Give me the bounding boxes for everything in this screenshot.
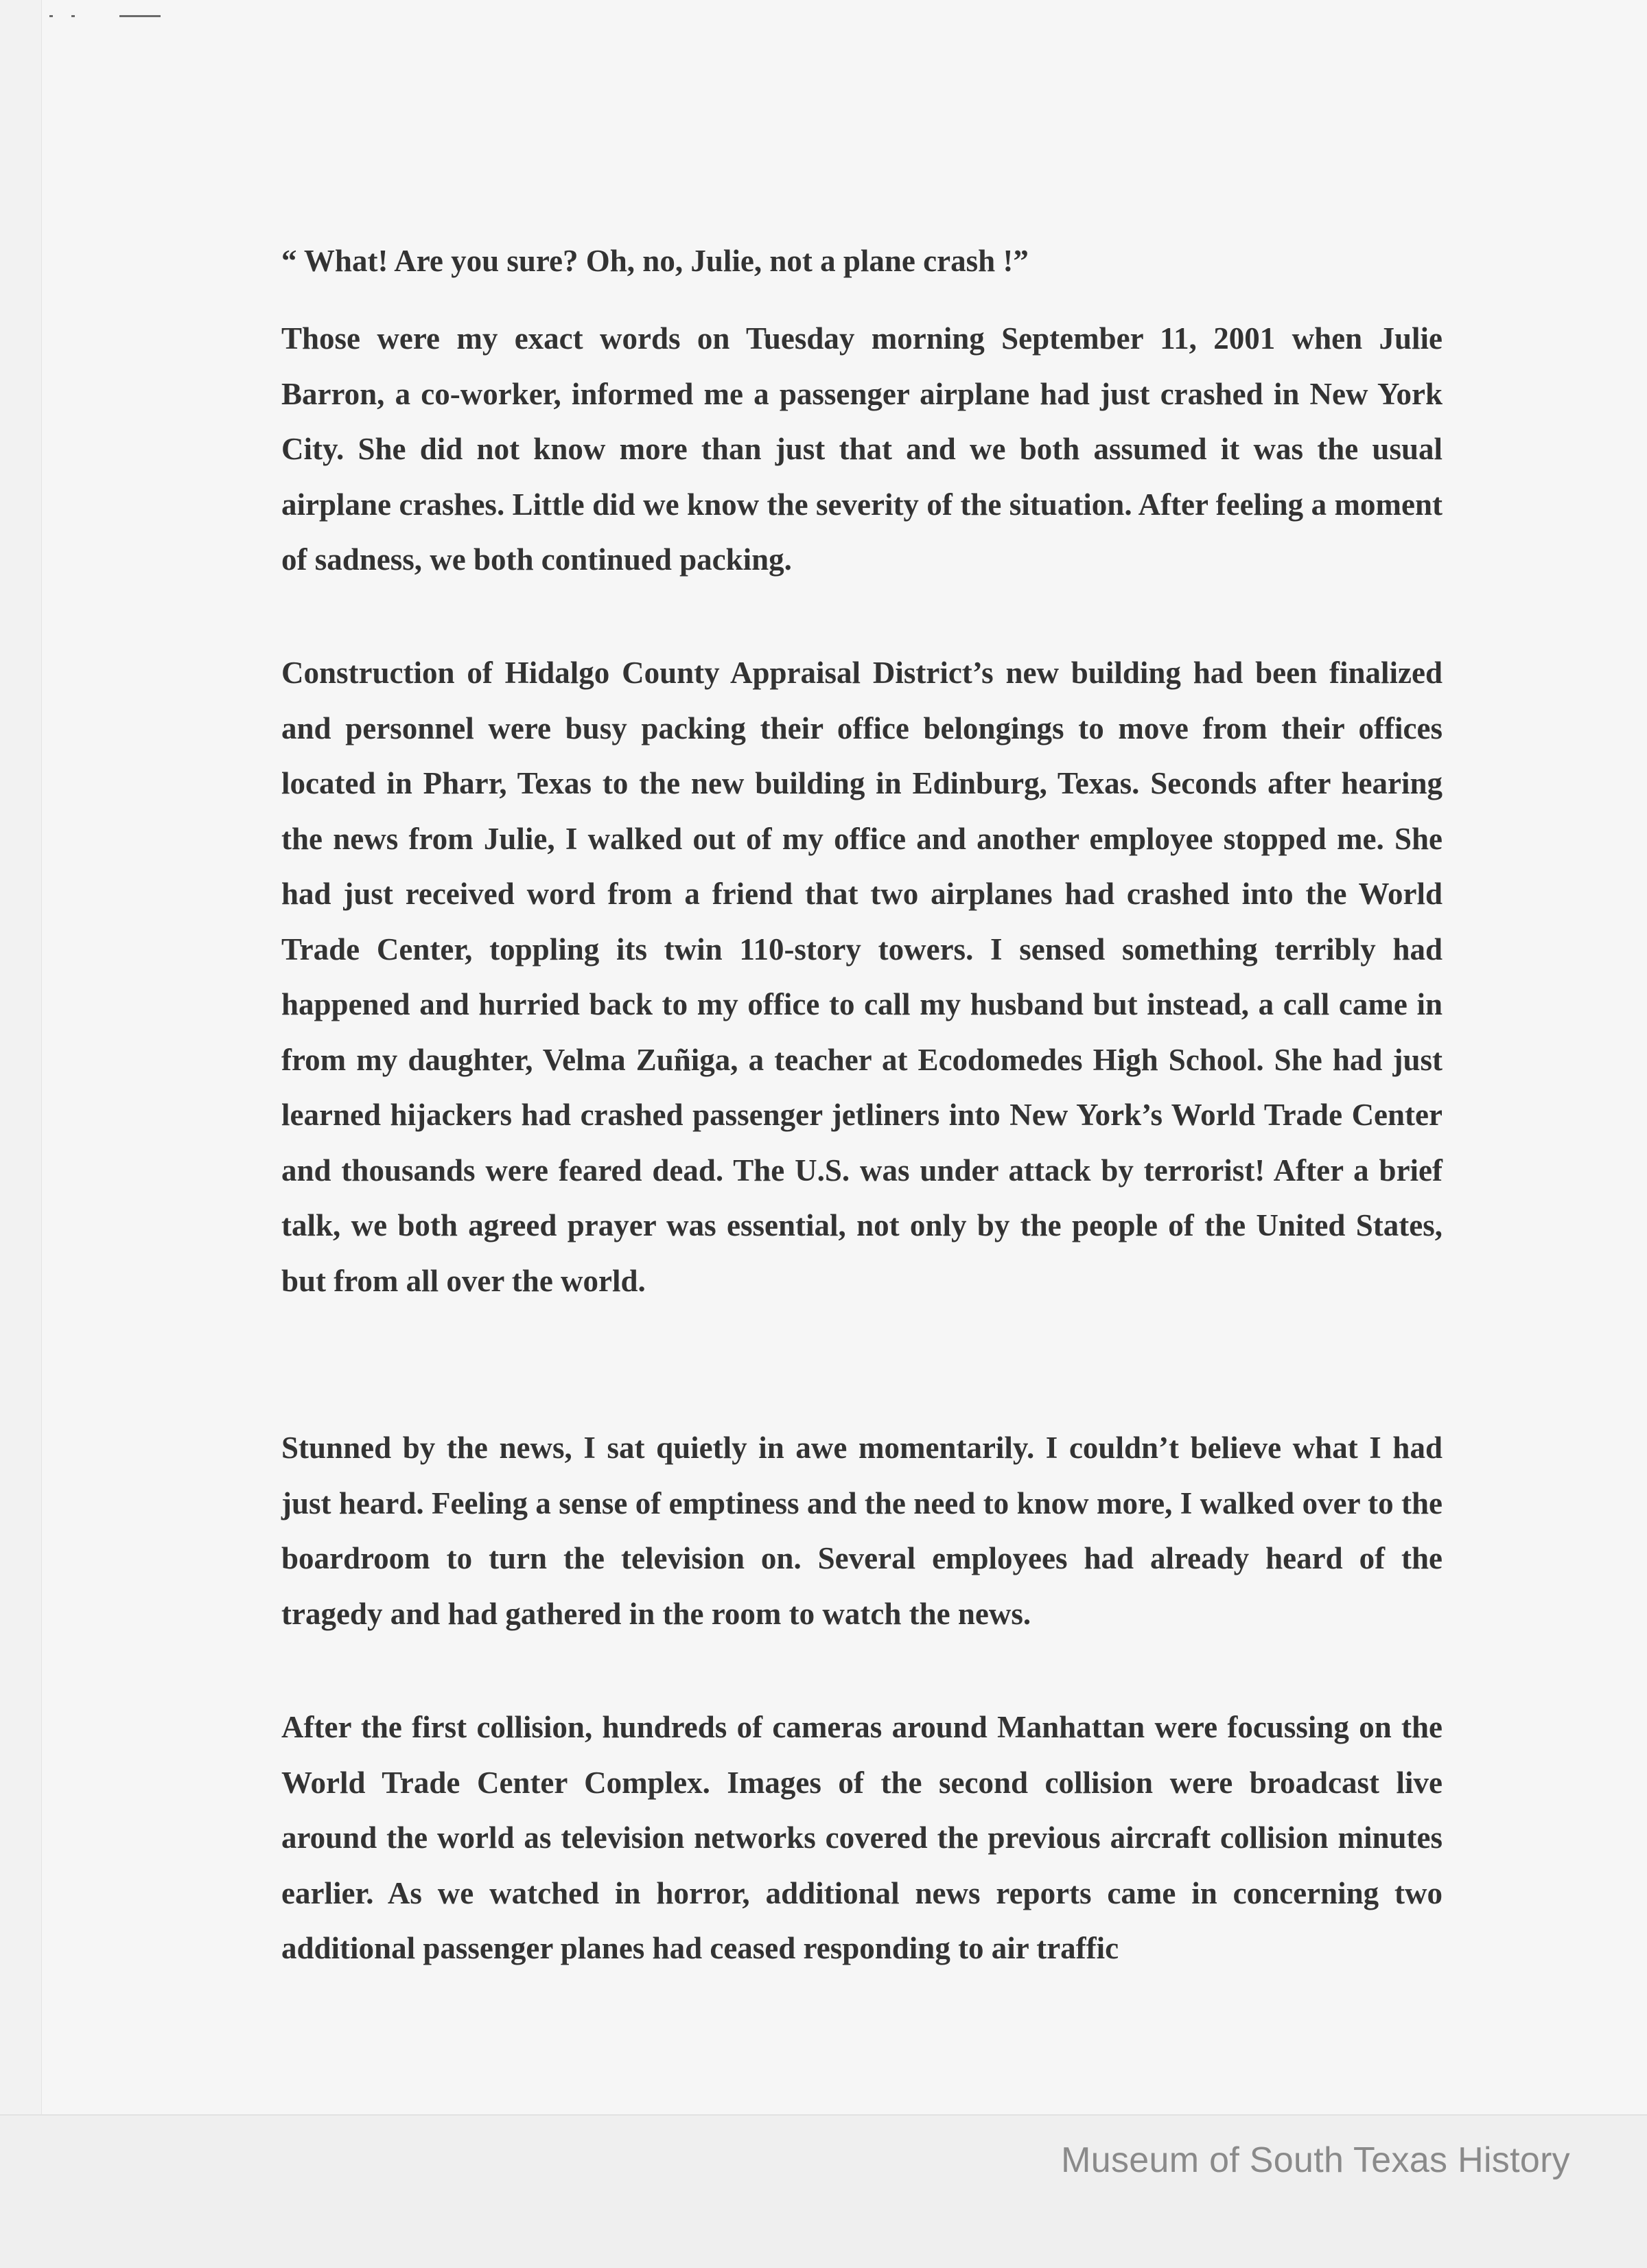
scan-mark	[44, 12, 167, 19]
opening-quote: “ What! Are you sure? Oh, no, Julie, not a plane crash !”	[281, 244, 1029, 278]
paragraph-3: Stunned by the news, I sat quietly in awe momentarily. I couldn’t believe what I had just heard. Feeling a sense of emptiness and the need to know more, I walked over to the boardroom to turn the television on. Several employees had already heard of the tragedy and had gathered in the room to watch the news.	[281, 1431, 1442, 1631]
paragraph-2: Construction of Hidalgo County Appraisal District’s new building had been finalized and personnel were busy packing their office belongings to move from their offices located in Pharr, Texas to the new building in Edinburg, Texas. Seconds after hearing the news from Julie, I walked out of my office and another employee stopped me. She had just received word from a friend that two airplanes had crashed into the World Trade Center, toppling its twin 110-story towers. I sensed something terribly had happened and hurried back to my office to call my husband but instead, a call came in from my daughter, Velma Zuñiga, a teacher at Ecodomedes High School. She had just learned hijackers had crashed passenger jetliners into New York’s World Trade Center and thousands were feared dead. The U.S. was under attack by terrorist! After a brief talk, we both agreed prayer was essential, not only by the people of the United States, but from all over the world.	[281, 656, 1442, 1298]
paragraph-1: Those were my exact words on Tuesday morning September 11, 2001 when Julie Barron, a co-worker, informed me a passenger airplane had just crashed in New York City. She did not know more than just that and we both assumed it was the usual airplane crashes. Little did we know the severity of the situation. After feeling a moment of sadness, we both continued packing.	[281, 321, 1442, 577]
footer-band	[0, 2114, 1647, 2268]
museum-watermark: Museum of South Texas History	[1061, 2140, 1570, 2180]
paragraph-4: After the first collision, hundreds of cameras around Manhattan were focussing on the World Trade Center Complex. Images of the second collision were broadcast live around the world as television networks covered the previous aircraft collision minutes earlier. As we watched in horror, additional news reports came in concerning two additional passenger planes had ceased responding to air traffic	[281, 1710, 1442, 1965]
